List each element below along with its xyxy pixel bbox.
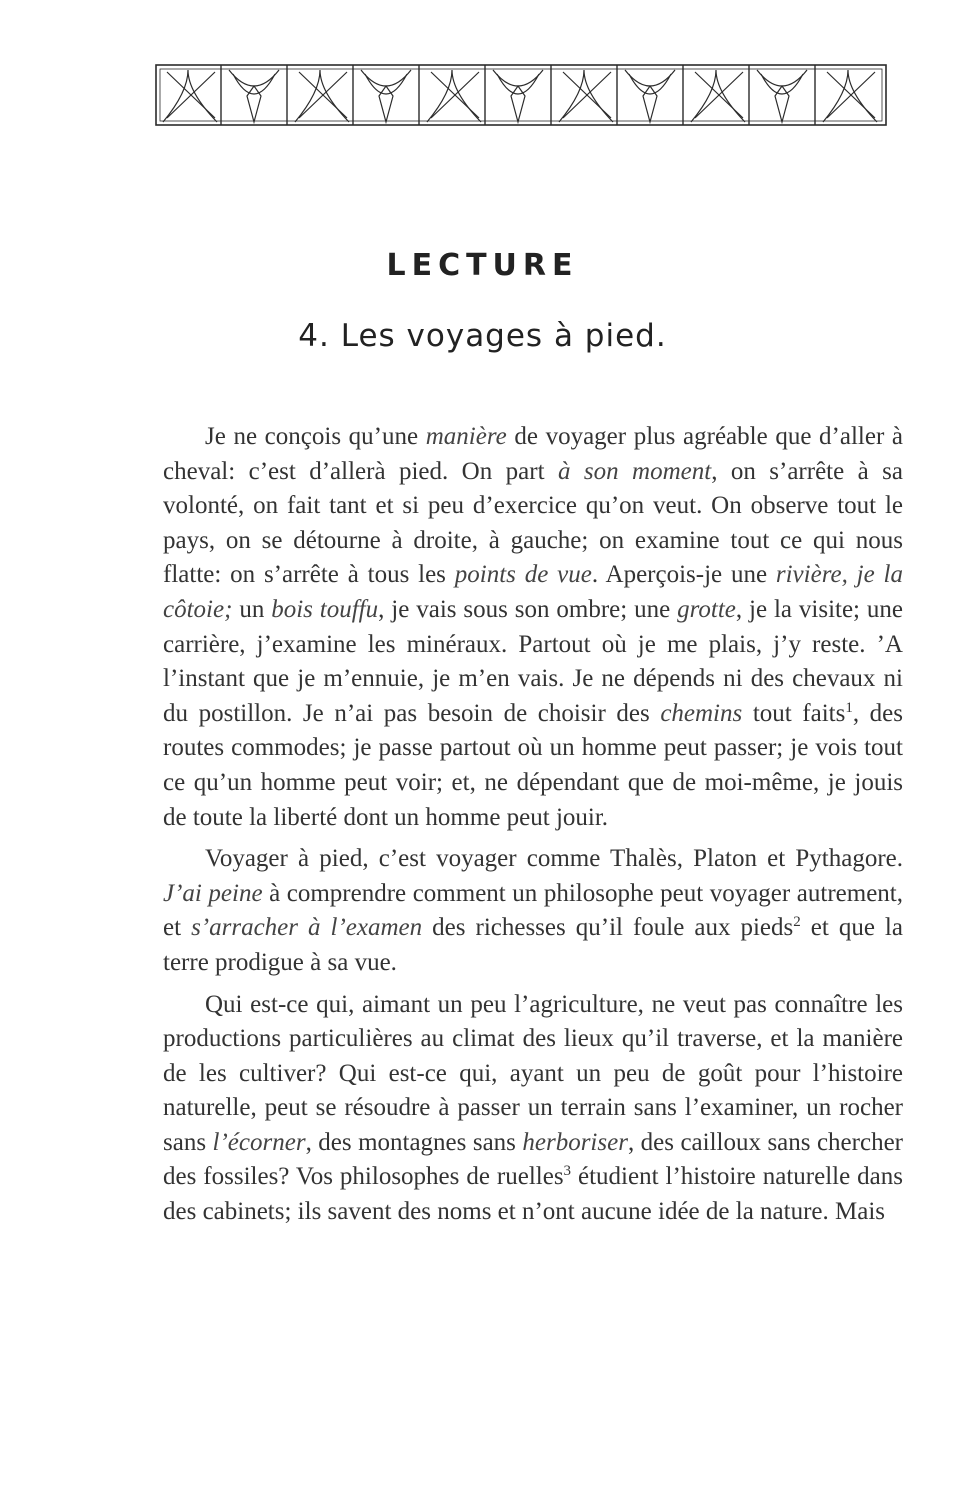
paragraph-3: Qui est-ce qui, aimant un peu l’agriculture, ne veut pas connaître les productions particulières au climat des lieux qu’il traverse, et la manière de les cultiver? Qui est-ce qui, ayant un peu de goût pour l’histoire naturelle, peut se résoudre à passer un terrain sans l’examiner, un rocher sans l’écorner, des montagnes sans herboriser, des cailloux sans chercher des fossiles? Vos philosophes de ruelles$^3$ étudient l’histoire naturelle dans des cabinets; ils savent des noms et n’ont aucune idée de la nature. Mais bbox=[163, 990, 903, 1226]
footnote-marker-1: 1 bbox=[845, 699, 853, 716]
art-nouveau-frieze-icon bbox=[155, 62, 887, 128]
lesson-title: 4. Les voyages à pied. bbox=[298, 318, 667, 354]
paragraph-1: Je ne conçois qu’une manière de voyager plus agréable que d’aller à cheval: c’est d’allerà pied. On part à son moment, on s’arrête à sa volonté, on fait tant et si peu d’exercice qu’on veut. On observe tout le pays, on se détourne à droite, à gauche; on examine tout ce qui nous flatte: on s’arrête à tous les points de vue. Aperçois-je une rivière, je la côtoie; un bois touffu, je vais sous son ombre; une grotte, je la visite; une carrière, j’examine les minéraux. Partout où je me plais, j’y reste. ’A l’instant que je m’ennuie, je m’en vais. Je ne dépends ni des chevaux ni du postillon. Je n’ai pas besoin de choisir des chemins tout faits$^1$, des routes commodes; je passe partout où un homme peut passer; je vois tout ce qu’un homme peut voir; et, ne dépendant que de moi-même, je jouis de toute la liberté dont un homme peut jouir. bbox=[163, 423, 904, 831]
section-title: LECTURE bbox=[386, 248, 579, 283]
footnote-marker-3: 3 bbox=[563, 1163, 572, 1180]
footnote-marker-2: 2 bbox=[793, 914, 801, 931]
paragraph-2: Voyager à pied, c’est voyager comme Thalès, Platon et Pythagore. J’ai peine à comprendre comment un philosophe peut voyager autrement, et s’arracher à l’examen des richesses qu’il foule aux pieds$^2$ et que la terre prodigue à sa vue. bbox=[163, 845, 903, 976]
reading-text bbox=[163, 420, 903, 1230]
